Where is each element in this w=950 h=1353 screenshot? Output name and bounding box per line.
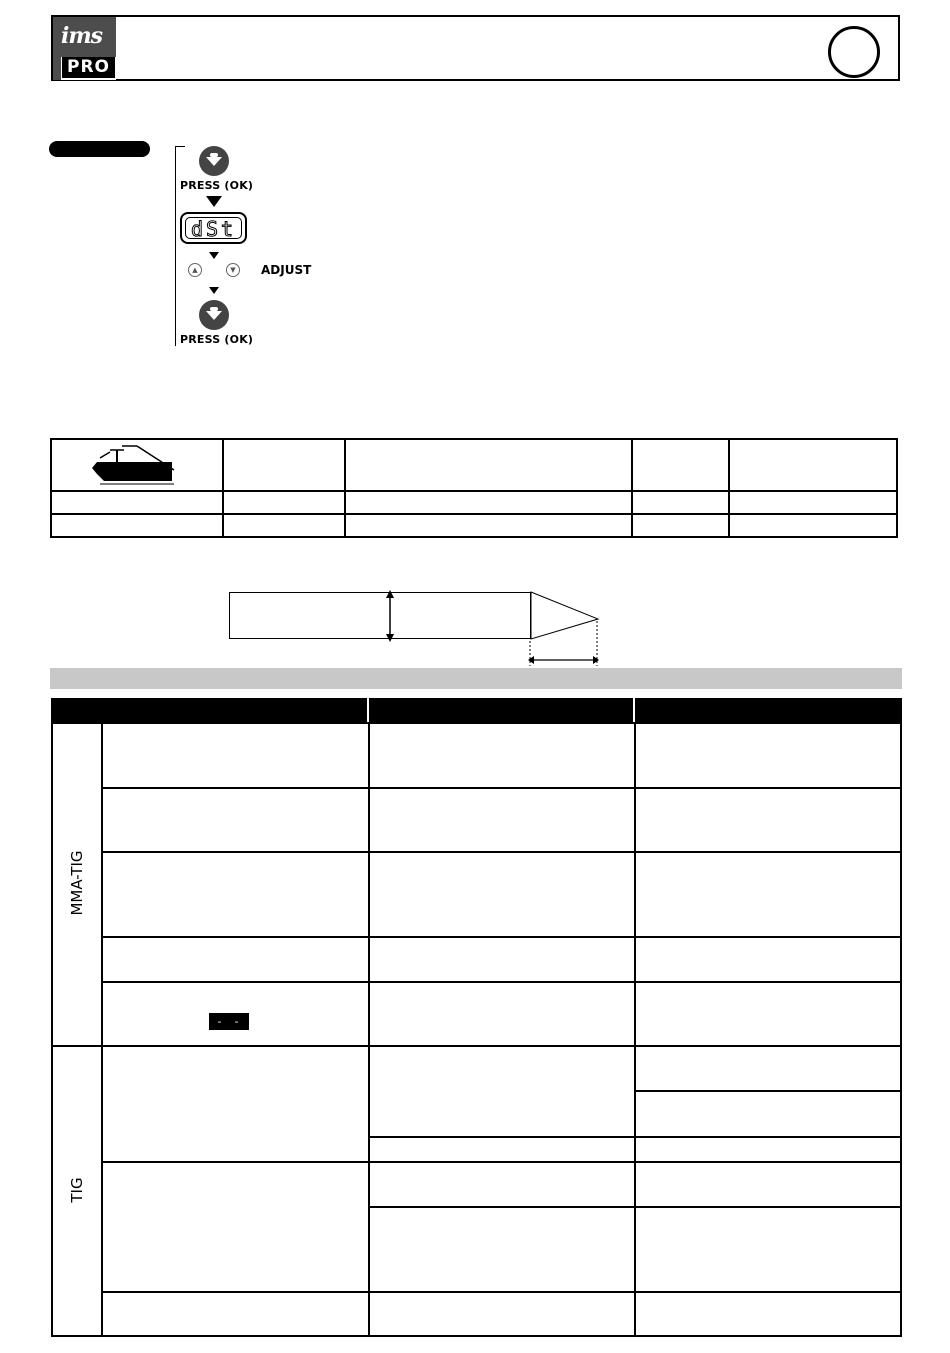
table-row [51,514,897,537]
up-button-icon[interactable]: ▲ [188,263,202,277]
ims-pro-logo [53,17,116,80]
remedy-cell [634,1090,902,1138]
remedy-cell [634,1161,902,1208]
problem-cell [101,1045,370,1163]
ok-button-icon[interactable] [199,146,229,176]
remedy-cell [634,787,902,853]
table-cell [223,491,345,514]
table-cell [51,491,223,514]
ok-button-icon[interactable] [199,300,229,330]
problem-cell [101,936,370,983]
table-cell [729,491,897,514]
cause-cell [368,1045,636,1138]
remedy-cell [634,936,902,983]
table-cell [632,514,729,537]
troubleshooting-header [51,698,902,722]
press-ok-label-2: PRESS (OK) [180,333,254,346]
electrode-table [50,438,898,538]
arrow-down-small-icon [209,287,219,294]
cause-cell [368,981,636,1047]
group-label-mma-tig: MMA-TIG [68,850,86,916]
cause-cell [368,722,636,789]
display-dash-indicator: - - - [209,1013,249,1030]
cause-cell [368,1206,636,1293]
cause-cell [368,936,636,983]
cause-cell [368,851,636,938]
table-cell [632,491,729,514]
page-header-frame [51,15,900,81]
press-ok-label-1: PRESS (OK) [180,179,254,192]
electrode-table-header-cell [632,439,729,491]
table-cell [51,514,223,537]
lcd-display [180,212,247,244]
remedy-cell [634,851,902,938]
column-divider [367,698,369,722]
logo-pro-box [61,57,116,80]
electrode-table-icon-cell [51,439,223,491]
problem-cell [101,851,370,938]
procedure-bracket [175,146,185,346]
table-cell [345,491,632,514]
down-button-icon[interactable]: ▼ [226,263,240,277]
section-title-bar [50,668,902,689]
problem-cell [101,787,370,853]
problem-cell [101,1161,370,1293]
remedy-cell [634,981,902,1047]
electrode-table-header-cell [729,439,897,491]
remedy-cell [634,1045,902,1092]
cause-cell [368,1291,636,1337]
arrow-down-small-icon [209,252,219,259]
language-circle-icon [828,26,880,78]
cause-cell [368,1136,636,1163]
arrow-down-icon [206,196,222,207]
table-cell [223,514,345,537]
group-label-tig: TIG [68,1177,86,1203]
problem-cell [101,1291,370,1337]
logo-pro-text: PRO [62,57,115,78]
remedy-cell [634,722,902,789]
lcd-display-value: dSt [185,217,242,239]
problem-cell [101,722,370,789]
logo-brand-text: ims [61,23,103,49]
electrode-table-header-cell [223,439,345,491]
column-divider [633,698,635,722]
remedy-cell [634,1136,902,1163]
electrode-table-header-cell [345,439,632,491]
adjust-label: ADJUST [261,263,312,277]
table-row [51,491,897,514]
tungsten-tip-diagram [380,586,620,668]
table-cell [729,514,897,537]
cause-cell [368,787,636,853]
section-pill-label [49,141,150,157]
table-cell [345,514,632,537]
remedy-cell [634,1291,902,1337]
welding-electrode-icon [52,440,222,486]
remedy-cell [634,1206,902,1293]
cause-cell [368,1161,636,1208]
